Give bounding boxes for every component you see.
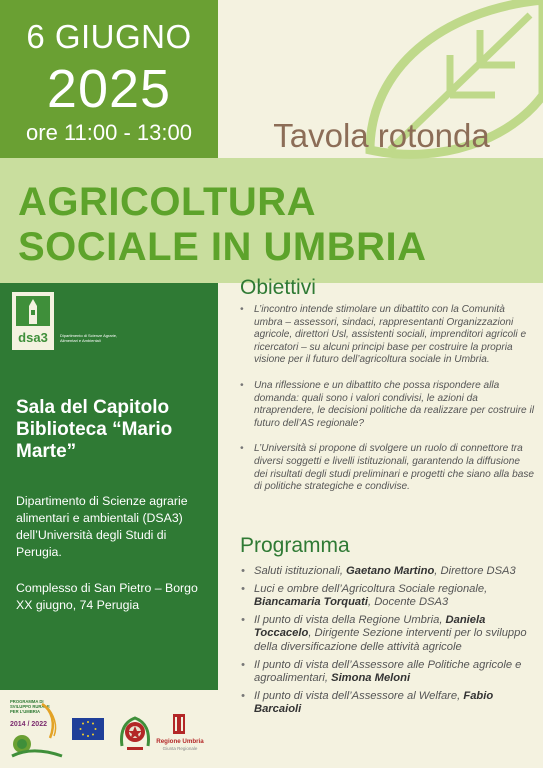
speaker-name: Daniela Toccacelo — [254, 613, 486, 640]
objective-item: • L’Università si propone di svolgere un ruolo di connettore tra diversi soggetti e livelli istituzionali, garantendo la diffusione dei risultati degli studi preliminari e progetti che siano alla base di politiche strategiche e condivise. — [236, 443, 536, 493]
venue-line-3: Marte” — [16, 441, 77, 462]
programme-item: • Il punto di vista della Regione Umbria, Daniela Toccacelo, Dirigente Sezione interventi per lo sviluppo della diversificazione delle attività agricole — [238, 614, 538, 655]
event-time: ore 11:00 - 13:00 — [26, 120, 192, 145]
programme-heading: Programma — [240, 534, 350, 557]
svg-text:SVILUPPO RURALE: SVILUPPO RURALE — [10, 704, 50, 709]
speaker-name: Simona Meloni — [331, 672, 411, 685]
venue-name — [16, 397, 211, 463]
dsa3-logo — [12, 292, 54, 350]
speaker-name: Fabio Barcaioli — [254, 689, 494, 716]
venue-line-2: Biblioteca “Mario — [16, 419, 173, 440]
svg-text:PER L’UMBRIA: PER L’UMBRIA — [10, 709, 41, 714]
programme-list — [238, 565, 538, 721]
title-line-1: AGRICOLTURA — [18, 180, 317, 224]
dsa3-logo-text: dsa3 — [18, 330, 48, 345]
regione-umbria-name: Regione Umbria — [156, 738, 204, 745]
event-date: 6 GIUGNO — [26, 18, 192, 55]
svg-text:2014 / 2022: 2014 / 2022 — [10, 721, 47, 728]
title-line-2: SOCIALE IN UMBRIA — [18, 225, 427, 269]
programme-item: • Saluti istituzionali, Gaetano Martino, Direttore DSA3 — [238, 565, 538, 579]
event-year: 2025 — [46, 59, 172, 119]
objective-item: • Una riflessione e un dibattito che possa rispondere alla domanda: quali sono i valori condivisi, le azioni da ntraprendere, le decisioni politiche da realizzare per costruire il futuro dell’AS regionale? — [236, 380, 536, 430]
speaker-name: Biancamaria Torquati — [254, 596, 368, 609]
event-subtitle: Tavola rotonda — [273, 117, 490, 154]
venue-line-1: Sala del Capitolo — [16, 397, 170, 418]
objectives-list — [236, 304, 536, 507]
italian-republic-emblem-icon — [118, 714, 152, 752]
department-text: Dipartimento di Scienze agrarie alimentari e ambientali (DSA3) dell’Università degli Studi di Perugia. — [16, 494, 188, 559]
psr-umbria-logo — [6, 694, 68, 764]
svg-text:PROGRAMMA DI: PROGRAMMA DI — [10, 699, 44, 704]
address-text: Complesso di San Pietro – Borgo XX giugno, 74 Perugia — [16, 581, 198, 612]
objectives-heading: Obiettivi — [240, 276, 316, 299]
regione-umbria-sub: Giunta Regionale — [162, 746, 198, 751]
regione-umbria-emblem-icon — [160, 712, 198, 736]
objective-item: • L’incontro intende stimolare un dibattito con la Comunità umbra – assessori, sindaci, rappresentanti Organizzazioni agricole, direttori Usl, assistenti sociali, imprenditori agricoli e ricercatori – su alcuni principi base per costruire la propria visione per il futuro dell’agricoltura sociale in Umbria. — [236, 304, 536, 367]
eu-flag-icon — [72, 718, 104, 742]
programme-item: • Luci e ombre dell’Agricoltura Sociale regionale, Biancamaria Torquati, Docente DSA3 — [238, 583, 538, 610]
dsa3-caption: Dipartimento di Scienze Agrarie, Alimentari e Ambientali — [60, 333, 118, 343]
programme-item: • Il punto di vista dell’Assessore al Welfare, Fabio Barcaioli — [238, 690, 538, 717]
programme-item: • Il punto di vista dell’Assessore alle Politiche agricole e agroalimentari, Simona Meloni — [238, 659, 538, 686]
speaker-name: Gaetano Martino — [346, 565, 435, 577]
